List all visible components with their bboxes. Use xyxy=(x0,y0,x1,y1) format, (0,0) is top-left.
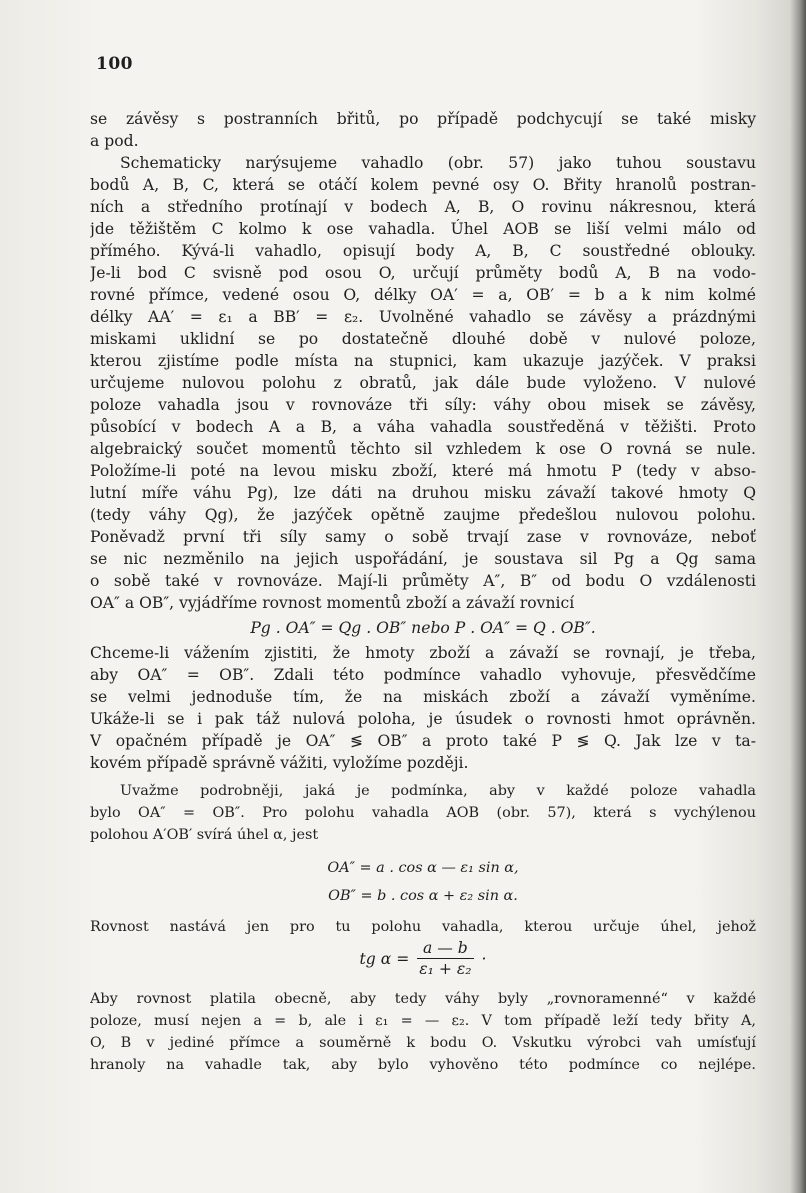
text-line: o sobě také v rovnováze. Mají-li průměty A″, B″ od bodu O vzdálenosti xyxy=(90,572,756,590)
tangent-lhs: tg α = xyxy=(359,949,410,968)
text-line: aby OA″ = OB″. Zdali této podmínce vahadlo vyhovuje, přesvědčíme xyxy=(90,666,756,684)
text-line: se závěsy s postranních břitů, po případě podchycují se také misky xyxy=(90,110,756,128)
page-edge-shadow xyxy=(790,0,806,1193)
text-line: bylo OA″ = OB″. Pro polohu vahadla AOB (obr. 57), která s vychýlenou xyxy=(90,805,756,821)
paragraph-4 xyxy=(90,780,756,846)
paragraph-1 xyxy=(90,108,756,152)
text-line: ních a středního protínají v bodech A, B, O rovinu nákresnou, která xyxy=(90,198,756,216)
text-line: O, B v jediné přímce a souměrně k bodu O. Vskutku výrobci vah umísťují xyxy=(90,1035,756,1051)
paragraph-6 xyxy=(90,988,756,1076)
text-line: rovné přímce, vedené osou O, délky OA′ = a, OB′ = b a k nim kolmé xyxy=(90,286,756,304)
text-line: OA″ a OB″, vyjádříme rovnost momentů zboží a závaží rovnicí xyxy=(90,594,575,612)
paragraph-2 xyxy=(90,152,756,614)
text-line: délky AA′ = ε₁ a BB′ = ε₂. Uvolněné vahadlo se závěsy a prázdnými xyxy=(90,308,756,326)
body-text xyxy=(90,108,756,1076)
text-line: Položíme-li poté na levou misku zboží, které má hmotu P (tedy v abso- xyxy=(90,462,756,480)
text-line: bodů A, B, C, která se otáčí kolem pevné osy O. Břity hranolů postran- xyxy=(90,176,756,194)
text-line: a pod. xyxy=(90,132,139,150)
text-line: Schematicky narýsujeme vahadlo (obr. 57) jako tuhou soustavu xyxy=(120,154,756,172)
equation-oa: OA″ = a . cos α — ε₁ sin α, xyxy=(327,860,519,876)
fraction-denominator: ε₁ + ε₂ xyxy=(419,960,472,978)
text-line: působící v bodech A a B, a váha vahadla soustředěná v těžišti. Proto xyxy=(90,418,756,436)
text-line: Uvažme podrobněji, jaká je podmínka, aby v každé poloze vahadla xyxy=(120,783,756,799)
text-line: poloze, musí nejen a = b, ale i ε₁ = — ε₂. V tom případě leží tedy břity A, xyxy=(90,1013,756,1029)
text-line: hranoly na vahadle tak, aby bylo vyhověno této podmínce co nejlépe. xyxy=(90,1057,756,1073)
text-line: algebraický součet momentů těchto sil vzhledem k ose O rovná se nule. xyxy=(90,440,756,458)
text-line: přímého. Kývá-li vahadlo, opisují body A, B, C soustředné oblouky. xyxy=(90,242,756,260)
fraction-numerator: a — b xyxy=(417,938,474,959)
equation-moments: Pg . OA″ = Qg . OB″ nebo P . OA″ = Q . OB″. xyxy=(250,619,596,637)
text-line: Poněvadž první tři síly samy o sobě trvají zase v rovnováze, neboť xyxy=(90,528,756,546)
text-line: určujeme nulovou polohu z obratů, jak dále bude vyloženo. V nulové xyxy=(90,374,756,392)
text-line: kovém případě správně vážiti, vyložíme později. xyxy=(90,754,469,772)
text-line: poloze vahadla jsou v rovnováze tři síly: váhy obou misek se závěsy, xyxy=(90,396,756,414)
page-number: 100 xyxy=(96,54,133,74)
text-line: Ukáže-li se i pak táž nulová poloha, je úsudek o rovnosti hmot oprávněn. xyxy=(90,710,756,728)
text-line: Je-li bod C svisně pod osou O, určují průměty bodů A, B na vodo- xyxy=(90,264,756,282)
text-line: se velmi jednoduše tím, že na miskách zboží a závaží vyměníme. xyxy=(90,688,756,706)
equation-ob: OB″ = b . cos α + ε₂ sin α. xyxy=(328,888,518,904)
text-line: Chceme-li vážením zjistiti, že hmoty zboží a závaží se rovnají, je třeba, xyxy=(90,644,756,662)
text-line: V opačném případě je OA″ ≶ OB″ a proto také P ≶ Q. Jak lze v ta- xyxy=(90,732,756,750)
text-line: polohou A′OB′ svírá úhel α, jest xyxy=(90,827,319,843)
text-line: miskami uklidní se po dostatečně dlouhé době v nulové poloze, xyxy=(90,330,756,348)
text-line: jde těžištěm C kolmo k ose vahadla. Úhel AOB se liší velmi málo od xyxy=(90,220,756,238)
paragraph-3 xyxy=(90,642,756,774)
equation-tangent xyxy=(90,938,756,988)
text-line: (tedy váhy Qg), že jazýček opětně zaujme předešlou nulovou polohu. xyxy=(90,506,756,524)
fraction-end: · xyxy=(481,949,487,968)
text-line: kterou zjistíme podle místa na stupnici, kam ukazuje jazýček. V praksi xyxy=(90,352,756,370)
text-line: Rovnost nastává jen pro tu polohu vahadla, kterou určuje úhel, jehož xyxy=(90,919,756,935)
text-line: Aby rovnost platila obecně, aby tedy váhy byly „rovnoramenné“ v každé xyxy=(90,991,756,1007)
text-line: lutní míře váhu Pg), lze dáti na druhou misku závaží takové hmoty Q xyxy=(90,484,756,502)
text-line: se nic nezměnilo na jejich uspořádání, je soustava sil Pg a Qg sama xyxy=(90,550,756,568)
